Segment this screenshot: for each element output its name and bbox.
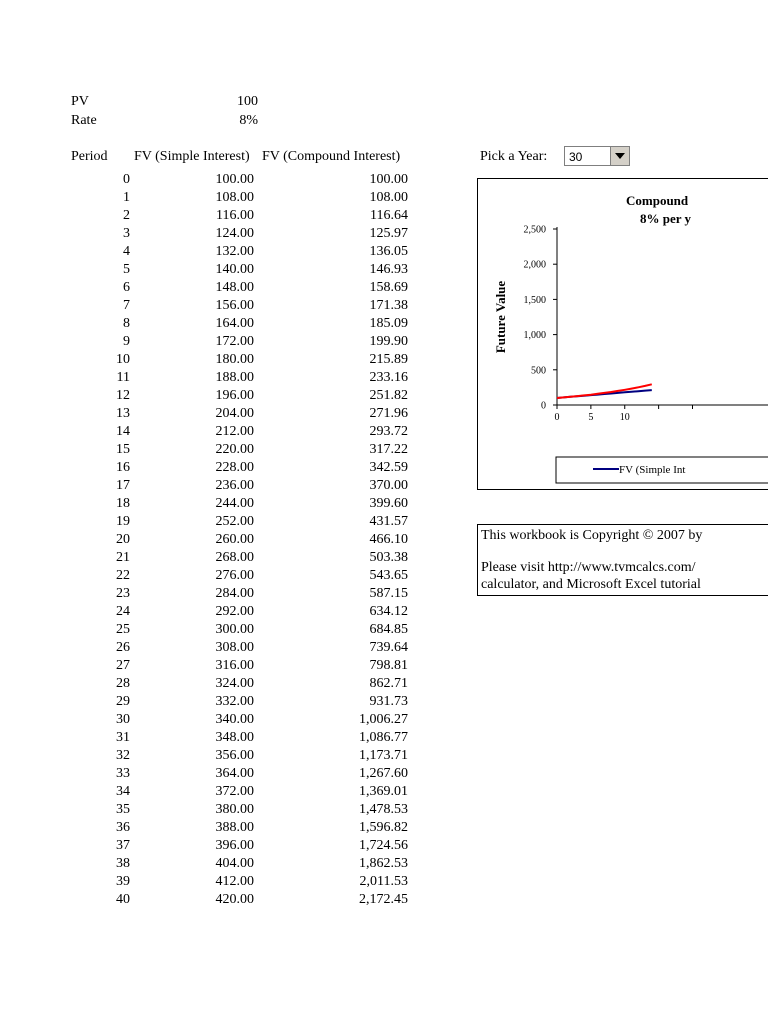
table-row: [0, 388, 420, 406]
period-cell: 26: [116, 640, 130, 655]
simple-fv-cell: 204.00: [215, 406, 254, 421]
y-axis: [493, 225, 557, 412]
period-cell: 8: [123, 316, 130, 331]
simple-fv-cell: 324.00: [215, 676, 254, 691]
period-cell: 29: [116, 694, 130, 709]
table-row: [0, 442, 420, 460]
compound-fv-cell: 543.65: [369, 568, 408, 583]
legend: [556, 457, 768, 483]
compound-fv-cell: 431.57: [369, 514, 408, 529]
compound-fv-cell: 587.15: [369, 586, 408, 601]
period-cell: 25: [116, 622, 130, 637]
period-cell: 21: [116, 550, 130, 565]
chart-svg: [478, 179, 768, 490]
table-row: [0, 802, 420, 820]
compound-fv-cell: 862.71: [369, 676, 408, 691]
compound-fv-cell: 1,086.77: [359, 730, 408, 745]
simple-fv-cell: 292.00: [215, 604, 254, 619]
period-cell: 40: [116, 892, 130, 907]
simple-fv-cell: 308.00: [215, 640, 254, 655]
table-row: [0, 766, 420, 784]
compound-fv-cell: 271.96: [369, 406, 408, 421]
simple-fv-cell: 148.00: [215, 280, 254, 295]
table-row: [0, 856, 420, 874]
table-row: [0, 820, 420, 838]
x-axis: [555, 405, 768, 423]
period-cell: 11: [116, 370, 130, 385]
period-cell: 24: [116, 604, 130, 619]
table-row: [0, 586, 420, 604]
table-row: [0, 640, 420, 658]
period-cell: 32: [116, 748, 130, 763]
compound-fv-cell: 370.00: [369, 478, 408, 493]
compound-fv-cell: 399.60: [369, 496, 408, 511]
copyright-line-1: This workbook is Copyright © 2007 by: [481, 528, 703, 543]
table-row: [0, 406, 420, 424]
table-row: [0, 568, 420, 586]
table-row: [0, 262, 420, 280]
header-simple: FV (Simple Interest): [134, 149, 250, 164]
simple-fv-cell: 100.00: [215, 172, 254, 187]
period-cell: 17: [116, 478, 130, 493]
chart: [477, 178, 768, 490]
table-row: [0, 748, 420, 766]
table-row: [0, 712, 420, 730]
simple-fv-cell: 316.00: [215, 658, 254, 673]
year-dropdown-value: 30: [569, 150, 583, 164]
period-cell: 23: [116, 586, 130, 601]
period-cell: 1: [123, 190, 130, 205]
simple-fv-cell: 284.00: [215, 586, 254, 601]
x-tick-label: 5: [588, 412, 594, 423]
compound-fv-cell: 251.82: [369, 388, 408, 403]
period-cell: 13: [116, 406, 130, 421]
table-row: [0, 208, 420, 226]
compound-fv-cell: 1,267.60: [359, 766, 408, 781]
period-cell: 3: [123, 226, 130, 241]
series-group: [557, 384, 652, 398]
compound-fv-cell: 158.69: [369, 280, 408, 295]
legend-label-simple: FV (Simple Int: [619, 464, 686, 476]
compound-fv-cell: 1,596.82: [359, 820, 408, 835]
table-row: [0, 226, 420, 244]
compound-fv-cell: 146.93: [369, 262, 408, 277]
simple-fv-cell: 132.00: [215, 244, 254, 259]
x-tick-label: 10: [619, 412, 630, 423]
period-cell: 12: [116, 388, 130, 403]
period-cell: 0: [123, 172, 130, 187]
table-row: [0, 604, 420, 622]
simple-fv-cell: 124.00: [215, 226, 254, 241]
compound-fv-cell: 108.00: [369, 190, 408, 205]
period-cell: 15: [116, 442, 130, 457]
simple-fv-cell: 172.00: [215, 334, 254, 349]
compound-fv-cell: 1,173.71: [359, 748, 408, 763]
chart-title: [626, 193, 692, 226]
compound-fv-cell: 215.89: [369, 352, 408, 367]
y-tick-label: 500: [531, 365, 546, 377]
period-cell: 33: [116, 766, 130, 781]
compound-fv-cell: 2,011.53: [359, 874, 408, 889]
table-row: [0, 622, 420, 640]
y-tick-label: 1,500: [523, 294, 546, 306]
y-axis-label: Future Value: [493, 280, 508, 354]
period-cell: 5: [123, 262, 130, 277]
period-cell: 34: [116, 784, 130, 799]
y-tick-label: 0: [541, 400, 546, 412]
simple-fv-cell: 340.00: [215, 712, 254, 727]
table-row: [0, 460, 420, 478]
table-row: [0, 784, 420, 802]
period-cell: 36: [116, 820, 130, 835]
simple-fv-cell: 156.00: [215, 298, 254, 313]
simple-fv-cell: 380.00: [215, 802, 254, 817]
period-cell: 19: [116, 514, 130, 529]
table-row: [0, 370, 420, 388]
compound-fv-cell: 1,862.53: [359, 856, 408, 871]
table-row: [0, 838, 420, 856]
pv-label: PV: [71, 94, 89, 109]
period-cell: 30: [116, 712, 130, 727]
compound-fv-cell: 100.00: [369, 172, 408, 187]
year-dropdown[interactable]: [564, 146, 630, 166]
period-cell: 2: [123, 208, 130, 223]
compound-fv-cell: 1,724.56: [359, 838, 408, 853]
simple-fv-cell: 164.00: [215, 316, 254, 331]
copyright-line-2: Please visit http://www.tvmcalcs.com/: [481, 560, 696, 575]
period-cell: 10: [116, 352, 130, 367]
compound-fv-cell: 2,172.45: [359, 892, 408, 907]
header-compound: FV (Compound Interest): [262, 149, 401, 164]
compound-fv-cell: 503.38: [369, 550, 408, 565]
period-cell: 27: [116, 658, 130, 673]
pv-value[interactable]: 100: [237, 94, 258, 109]
simple-fv-cell: 356.00: [215, 748, 254, 763]
compound-fv-cell: 684.85: [369, 622, 408, 637]
pick-year-label: Pick a Year:: [480, 149, 548, 164]
copyright-box: [477, 524, 768, 596]
simple-fv-cell: 268.00: [215, 550, 254, 565]
x-tick-label: 0: [554, 412, 560, 423]
table-row: [0, 730, 420, 748]
table-row: [0, 892, 420, 910]
compound-fv-cell: 317.22: [369, 442, 408, 457]
period-cell: 35: [116, 802, 130, 817]
table-row: [0, 658, 420, 676]
compound-fv-cell: 739.64: [369, 640, 408, 655]
period-cell: 7: [123, 298, 130, 313]
compound-fv-cell: 1,478.53: [359, 802, 408, 817]
period-cell: 18: [116, 496, 130, 511]
table-row: [0, 550, 420, 568]
simple-fv-cell: 276.00: [215, 568, 254, 583]
simple-fv-cell: 220.00: [215, 442, 254, 457]
copyright-line-3: calculator, and Microsoft Excel tutorial: [481, 577, 701, 592]
header-period: Period: [71, 149, 108, 164]
compound-fv-cell: 125.97: [369, 226, 408, 241]
compound-fv-cell: 342.59: [369, 460, 408, 475]
period-cell: 9: [123, 334, 130, 349]
simple-fv-cell: 228.00: [215, 460, 254, 475]
table-row: [0, 298, 420, 316]
table-row: [0, 424, 420, 442]
table-row: [0, 532, 420, 550]
compound-fv-cell: 233.16: [369, 370, 408, 385]
rate-value[interactable]: 8%: [239, 113, 258, 128]
simple-fv-cell: 252.00: [215, 514, 254, 529]
simple-fv-cell: 420.00: [215, 892, 254, 907]
table-row: [0, 190, 420, 208]
period-cell: 20: [116, 532, 130, 547]
chart-title-line-0: Compound: [626, 193, 689, 208]
y-tick-label: 2,000: [523, 259, 546, 271]
period-cell: 14: [116, 424, 130, 439]
simple-fv-cell: 260.00: [215, 532, 254, 547]
compound-fv-cell: 116.64: [370, 208, 408, 223]
table-row: [0, 334, 420, 352]
table-row: [0, 244, 420, 262]
chart-title-line-1: 8% per y: [640, 211, 692, 226]
simple-fv-cell: 364.00: [215, 766, 254, 781]
simple-fv-cell: 236.00: [215, 478, 254, 493]
simple-fv-cell: 332.00: [215, 694, 254, 709]
compound-fv-cell: 466.10: [369, 532, 408, 547]
chevron-down-icon[interactable]: [610, 147, 629, 165]
period-cell: 39: [116, 874, 130, 889]
compound-fv-cell: 185.09: [369, 316, 408, 331]
table-row: [0, 352, 420, 370]
compound-fv-cell: 293.72: [369, 424, 408, 439]
compound-fv-cell: 136.05: [369, 244, 408, 259]
period-cell: 4: [123, 244, 130, 259]
y-tick-label: 1,000: [523, 330, 546, 342]
table-row: [0, 280, 420, 298]
table-row: [0, 514, 420, 532]
period-cell: 6: [123, 280, 130, 295]
simple-fv-cell: 396.00: [215, 838, 254, 853]
simple-fv-cell: 188.00: [215, 370, 254, 385]
y-tick-label: 2,500: [523, 224, 546, 236]
compound-fv-cell: 171.38: [369, 298, 408, 313]
compound-fv-cell: 931.73: [369, 694, 408, 709]
simple-fv-cell: 388.00: [215, 820, 254, 835]
table-row: [0, 874, 420, 892]
table-row: [0, 694, 420, 712]
period-cell: 37: [116, 838, 130, 853]
compound-fv-cell: 1,369.01: [359, 784, 408, 799]
simple-fv-cell: 180.00: [215, 352, 254, 367]
simple-fv-cell: 116.00: [216, 208, 254, 223]
simple-fv-cell: 404.00: [215, 856, 254, 871]
simple-fv-cell: 212.00: [215, 424, 254, 439]
simple-fv-cell: 372.00: [215, 784, 254, 799]
period-cell: 38: [116, 856, 130, 871]
simple-fv-cell: 348.00: [215, 730, 254, 745]
simple-fv-cell: 108.00: [215, 190, 254, 205]
compound-fv-cell: 634.12: [369, 604, 408, 619]
simple-fv-cell: 300.00: [215, 622, 254, 637]
table-row: [0, 316, 420, 334]
period-cell: 16: [116, 460, 130, 475]
simple-fv-cell: 412.00: [215, 874, 254, 889]
simple-fv-cell: 140.00: [215, 262, 254, 277]
compound-fv-cell: 1,006.27: [359, 712, 408, 727]
data-table: [0, 172, 420, 910]
period-cell: 28: [116, 676, 130, 691]
period-cell: 22: [116, 568, 130, 583]
table-row: [0, 478, 420, 496]
simple-fv-cell: 196.00: [215, 388, 254, 403]
table-row: [0, 676, 420, 694]
period-cell: 31: [116, 730, 130, 745]
compound-fv-cell: 798.81: [369, 658, 408, 673]
compound-fv-cell: 199.90: [369, 334, 408, 349]
table-row: [0, 172, 420, 190]
simple-fv-cell: 244.00: [215, 496, 254, 511]
rate-label: Rate: [71, 113, 97, 128]
table-row: [0, 496, 420, 514]
